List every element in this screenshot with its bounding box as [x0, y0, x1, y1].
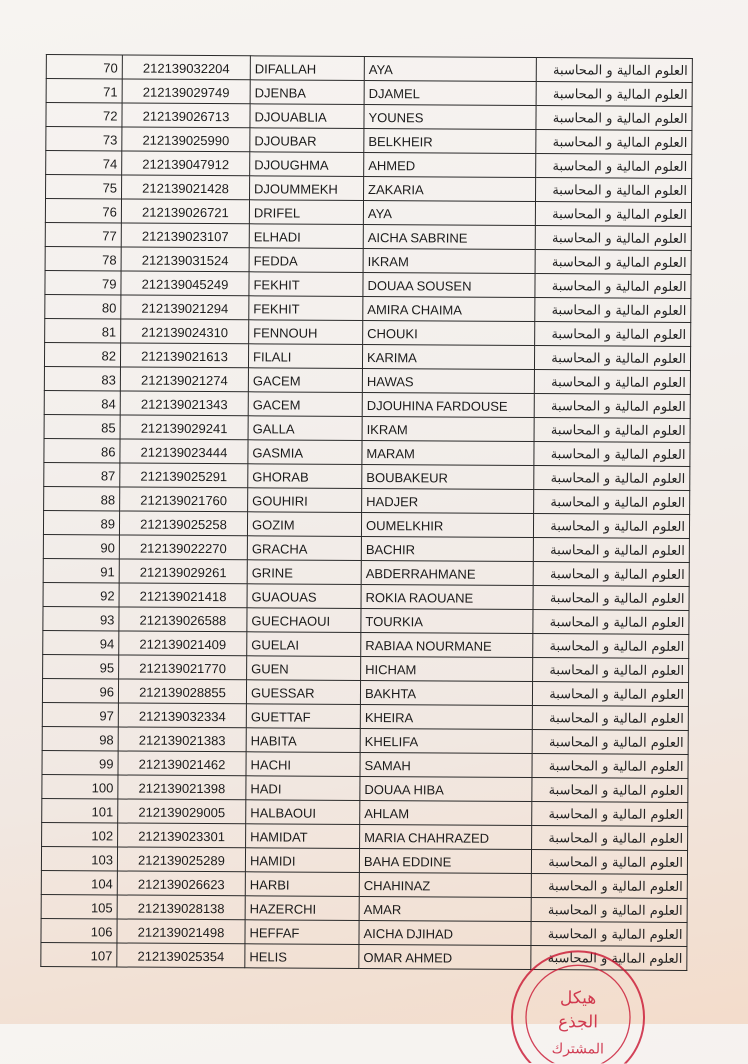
- student-id-cell: 212139021274: [120, 367, 248, 392]
- row-number-cell: 70: [46, 55, 122, 79]
- last-name-cell: GHORAB: [248, 464, 362, 489]
- table-row: [45, 295, 691, 323]
- first-name-cell: ABDERRAHMANE: [361, 560, 533, 585]
- student-id-cell: 212139045249: [121, 271, 249, 296]
- last-name-cell: DJOUMMEKH: [250, 176, 364, 201]
- specialty-cell: العلوم المالية و المحاسبة: [531, 946, 687, 971]
- last-name-cell: GUESSAR: [246, 680, 360, 705]
- specialty-cell: العلوم المالية و المحاسبة: [532, 802, 688, 827]
- row-number-cell: 107: [41, 943, 117, 967]
- row-number-cell: 81: [45, 319, 121, 343]
- table-row: [42, 775, 688, 803]
- last-name-cell: GACEM: [248, 392, 362, 417]
- first-name-cell: DOUAA SOUSEN: [363, 272, 535, 297]
- table-row: [41, 919, 687, 947]
- last-name-cell: FEKHIT: [249, 296, 363, 321]
- specialty-cell: العلوم المالية و المحاسبة: [534, 418, 690, 443]
- last-name-cell: GUECHAOUI: [247, 608, 361, 633]
- row-number-cell: 95: [43, 655, 119, 679]
- student-id-cell: 212139026713: [122, 103, 250, 128]
- first-name-cell: DJOUHINA FARDOUSE: [362, 392, 534, 417]
- table-row: [46, 151, 692, 179]
- first-name-cell: KARIMA: [362, 344, 534, 369]
- student-id-cell: 212139021398: [118, 775, 246, 800]
- table-row: [42, 679, 688, 707]
- table-row: [44, 343, 690, 371]
- student-id-cell: 212139021383: [118, 727, 246, 752]
- specialty-cell: العلوم المالية و المحاسبة: [533, 586, 689, 611]
- row-number-cell: 102: [42, 823, 118, 847]
- specialty-cell: العلوم المالية و المحاسبة: [535, 274, 691, 299]
- last-name-cell: HEFFAF: [245, 920, 359, 945]
- first-name-cell: BAHA EDDINE: [359, 848, 531, 873]
- specialty-cell: العلوم المالية و المحاسبة: [536, 106, 692, 131]
- last-name-cell: GUEN: [247, 656, 361, 681]
- table-row: [44, 367, 690, 395]
- first-name-cell: MARAM: [362, 440, 534, 465]
- table-row: [41, 895, 687, 923]
- row-number-cell: 74: [46, 151, 122, 175]
- last-name-cell: GOZIM: [247, 512, 361, 537]
- specialty-cell: العلوم المالية و المحاسبة: [532, 706, 688, 731]
- first-name-cell: ZAKARIA: [364, 176, 536, 201]
- first-name-cell: KHELIFA: [360, 728, 532, 753]
- last-name-cell: HADI: [246, 776, 360, 801]
- student-id-cell: 212139023444: [120, 439, 248, 464]
- table-row: [43, 655, 689, 683]
- last-name-cell: GOUHIRI: [248, 488, 362, 513]
- stamp-line-2: الجذع: [557, 1012, 599, 1033]
- first-name-cell: BAKHTA: [360, 680, 532, 705]
- table-row: [43, 559, 689, 587]
- row-number-cell: 73: [46, 127, 122, 151]
- row-number-cell: 93: [43, 607, 119, 631]
- specialty-cell: العلوم المالية و المحاسبة: [535, 178, 691, 203]
- first-name-cell: CHOUKI: [363, 320, 535, 345]
- first-name-cell: AYA: [363, 200, 535, 225]
- last-name-cell: DJOUBAR: [250, 128, 364, 153]
- last-name-cell: HAMIDI: [245, 848, 359, 873]
- row-number-cell: 90: [43, 535, 119, 559]
- first-name-cell: AYA: [364, 56, 536, 81]
- first-name-cell: OMAR AHMED: [359, 944, 531, 969]
- first-name-cell: TOURKIA: [361, 608, 533, 633]
- table-row: [43, 607, 689, 635]
- row-number-cell: 78: [45, 247, 121, 271]
- table-row: [45, 199, 691, 227]
- table-row: [43, 631, 689, 659]
- table-row: [42, 799, 688, 827]
- row-number-cell: 77: [45, 223, 121, 247]
- last-name-cell: GUELAI: [247, 632, 361, 657]
- student-id-cell: 212139025990: [122, 127, 250, 152]
- specialty-cell: العلوم المالية و المحاسبة: [534, 346, 690, 371]
- student-id-cell: 212139021760: [120, 487, 248, 512]
- row-number-cell: 98: [42, 727, 118, 751]
- table-row: [41, 943, 687, 971]
- row-number-cell: 97: [42, 703, 118, 727]
- specialty-cell: العلوم المالية و المحاسبة: [533, 610, 689, 635]
- first-name-cell: OUMELKHIR: [361, 512, 533, 537]
- row-number-cell: 80: [45, 295, 121, 319]
- row-number-cell: 83: [44, 367, 120, 391]
- row-number-cell: 85: [44, 415, 120, 439]
- specialty-cell: العلوم المالية و المحاسبة: [534, 370, 690, 395]
- table-row: [46, 127, 692, 155]
- first-name-cell: AMAR: [359, 896, 531, 921]
- specialty-cell: العلوم المالية و المحاسبة: [533, 634, 689, 659]
- specialty-cell: العلوم المالية و المحاسبة: [531, 898, 687, 923]
- row-number-cell: 96: [42, 679, 118, 703]
- last-name-cell: HAZERCHI: [245, 896, 359, 921]
- last-name-cell: FEDDA: [249, 248, 363, 273]
- specialty-cell: العلوم المالية و المحاسبة: [531, 922, 687, 947]
- student-id-cell: 212139025291: [120, 463, 248, 488]
- last-name-cell: DJOUGHMA: [250, 152, 364, 177]
- first-name-cell: AICHA DJIHAD: [359, 920, 531, 945]
- table-row: [45, 271, 691, 299]
- first-name-cell: YOUNES: [364, 104, 536, 129]
- first-name-cell: BOUBAKEUR: [362, 464, 534, 489]
- first-name-cell: HADJER: [362, 488, 534, 513]
- specialty-cell: العلوم المالية و المحاسبة: [533, 562, 689, 587]
- table-row: [45, 319, 691, 347]
- student-id-cell: 212139021462: [118, 751, 246, 776]
- row-number-cell: 103: [41, 847, 117, 871]
- student-id-cell: 212139029005: [118, 799, 246, 824]
- last-name-cell: GUAOUAS: [247, 584, 361, 609]
- student-id-cell: 212139025289: [117, 847, 245, 872]
- table-row: [46, 175, 692, 203]
- first-name-cell: IKRAM: [363, 248, 535, 273]
- table-row: [44, 391, 690, 419]
- specialty-cell: العلوم المالية و المحاسبة: [532, 826, 688, 851]
- table-row: [44, 487, 690, 515]
- row-number-cell: 75: [46, 175, 122, 199]
- specialty-cell: العلوم المالية و المحاسبة: [535, 322, 691, 347]
- table-row: [42, 703, 688, 731]
- specialty-cell: العلوم المالية و المحاسبة: [535, 250, 691, 275]
- first-name-cell: MARIA CHAHRAZED: [360, 824, 532, 849]
- stamp-line-3: المشترك: [551, 1041, 604, 1058]
- table-row: [45, 223, 691, 251]
- table-row: [46, 103, 692, 131]
- specialty-cell: العلوم المالية و المحاسبة: [532, 730, 688, 755]
- student-id-cell: 212139021428: [122, 175, 250, 200]
- last-name-cell: DIFALLAH: [250, 56, 364, 81]
- student-id-cell: 212139021613: [120, 343, 248, 368]
- specialty-cell: العلوم المالية و المحاسبة: [533, 658, 689, 683]
- last-name-cell: HABITA: [246, 728, 360, 753]
- specialty-cell: العلوم المالية و المحاسبة: [536, 154, 692, 179]
- student-id-cell: 212139026721: [121, 199, 249, 224]
- specialty-cell: العلوم المالية و المحاسبة: [536, 82, 692, 107]
- last-name-cell: GASMIA: [248, 440, 362, 465]
- row-number-cell: 92: [43, 583, 119, 607]
- row-number-cell: 104: [41, 871, 117, 895]
- table-row: [43, 535, 689, 563]
- first-name-cell: CHAHINAZ: [359, 872, 531, 897]
- row-number-cell: 71: [46, 79, 122, 103]
- row-number-cell: 105: [41, 895, 117, 919]
- student-id-cell: 212139021770: [119, 655, 247, 680]
- table-row: [42, 751, 688, 779]
- specialty-cell: العلوم المالية و المحاسبة: [534, 466, 690, 491]
- student-id-cell: 212139031524: [121, 247, 249, 272]
- specialty-cell: العلوم المالية و المحاسبة: [535, 226, 691, 251]
- stamp-line-1: هيكل: [559, 988, 597, 1009]
- specialty-cell: العلوم المالية و المحاسبة: [532, 778, 688, 803]
- student-id-cell: 212139032204: [122, 55, 250, 80]
- specialty-cell: العلوم المالية و المحاسبة: [532, 682, 688, 707]
- table-row: [44, 439, 690, 467]
- row-number-cell: 87: [44, 463, 120, 487]
- student-id-cell: 212139029749: [122, 79, 250, 104]
- student-id-cell: 212139032334: [118, 703, 246, 728]
- table-row: [46, 79, 692, 107]
- first-name-cell: HICHAM: [361, 656, 533, 681]
- student-id-cell: 212139025354: [117, 943, 245, 968]
- student-id-cell: 212139024310: [121, 319, 249, 344]
- table-row: [44, 415, 690, 443]
- last-name-cell: HARBI: [245, 872, 359, 897]
- last-name-cell: HELIS: [245, 944, 359, 969]
- specialty-cell: العلوم المالية و المحاسبة: [533, 514, 689, 539]
- last-name-cell: HACHI: [246, 752, 360, 777]
- student-id-cell: 212139028855: [118, 679, 246, 704]
- last-name-cell: DJENBA: [250, 80, 364, 105]
- specialty-cell: العلوم المالية و المحاسبة: [534, 490, 690, 515]
- row-number-cell: 89: [43, 511, 119, 535]
- table-row: [41, 871, 687, 899]
- row-number-cell: 82: [44, 343, 120, 367]
- specialty-cell: العلوم المالية و المحاسبة: [533, 538, 689, 563]
- student-id-cell: 212139021294: [121, 295, 249, 320]
- last-name-cell: ELHADI: [249, 224, 363, 249]
- last-name-cell: DRIFEL: [249, 200, 363, 225]
- student-id-cell: 212139029241: [120, 415, 248, 440]
- table-row: [45, 247, 691, 275]
- first-name-cell: BELKHEIR: [364, 128, 536, 153]
- specialty-cell: العلوم المالية و المحاسبة: [535, 202, 691, 227]
- table-row: [42, 727, 688, 755]
- first-name-cell: BACHIR: [361, 536, 533, 561]
- table-row: [46, 55, 692, 83]
- row-number-cell: 76: [45, 199, 121, 223]
- student-id-cell: 212139023107: [121, 223, 249, 248]
- row-number-cell: 91: [43, 559, 119, 583]
- last-name-cell: FILALI: [248, 344, 362, 369]
- student-id-cell: 212139021409: [119, 631, 247, 656]
- row-number-cell: 86: [44, 439, 120, 463]
- first-name-cell: IKRAM: [362, 416, 534, 441]
- last-name-cell: GRINE: [247, 560, 361, 585]
- row-number-cell: 72: [46, 103, 122, 127]
- last-name-cell: GUETTAF: [246, 704, 360, 729]
- row-number-cell: 79: [45, 271, 121, 295]
- student-id-cell: 212139047912: [122, 151, 250, 176]
- specialty-cell: العلوم المالية و المحاسبة: [534, 442, 690, 467]
- table-row: [42, 823, 688, 851]
- last-name-cell: GRACHA: [247, 536, 361, 561]
- specialty-cell: العلوم المالية و المحاسبة: [536, 58, 692, 83]
- student-id-cell: 212139021498: [117, 919, 245, 944]
- row-number-cell: 101: [42, 799, 118, 823]
- specialty-cell: العلوم المالية و المحاسبة: [531, 874, 687, 899]
- student-id-cell: 212139023301: [118, 823, 246, 848]
- first-name-cell: KHEIRA: [360, 704, 532, 729]
- table-row: [43, 511, 689, 539]
- first-name-cell: AMIRA CHAIMA: [363, 296, 535, 321]
- first-name-cell: ROKIA RAOUANE: [361, 584, 533, 609]
- student-id-cell: 212139028138: [117, 895, 245, 920]
- last-name-cell: FEKHIT: [249, 272, 363, 297]
- student-id-cell: 212139025258: [119, 511, 247, 536]
- student-id-cell: 212139022270: [119, 535, 247, 560]
- first-name-cell: AICHA SABRINE: [363, 224, 535, 249]
- table-row: [43, 583, 689, 611]
- first-name-cell: DJAMEL: [364, 80, 536, 105]
- row-number-cell: 84: [44, 391, 120, 415]
- specialty-cell: العلوم المالية و المحاسبة: [532, 754, 688, 779]
- specialty-cell: العلوم المالية و المحاسبة: [536, 130, 692, 155]
- first-name-cell: DOUAA HIBA: [360, 776, 532, 801]
- specialty-cell: العلوم المالية و المحاسبة: [535, 298, 691, 323]
- row-number-cell: 100: [42, 775, 118, 799]
- student-id-cell: 212139026588: [119, 607, 247, 632]
- specialty-cell: العلوم المالية و المحاسبة: [534, 394, 690, 419]
- table-row: [41, 847, 687, 875]
- student-id-cell: 212139026623: [117, 871, 245, 896]
- last-name-cell: GACEM: [248, 368, 362, 393]
- last-name-cell: GALLA: [248, 416, 362, 441]
- student-roster-table: [40, 54, 693, 971]
- last-name-cell: DJOUABLIA: [250, 104, 364, 129]
- row-number-cell: 88: [44, 487, 120, 511]
- row-number-cell: 99: [42, 751, 118, 775]
- student-id-cell: 212139021343: [120, 391, 248, 416]
- student-id-cell: 212139029261: [119, 559, 247, 584]
- first-name-cell: AHLAM: [360, 800, 532, 825]
- roster-body: [41, 55, 693, 971]
- last-name-cell: HAMIDAT: [246, 824, 360, 849]
- table-row: [44, 463, 690, 491]
- first-name-cell: HAWAS: [362, 368, 534, 393]
- row-number-cell: 106: [41, 919, 117, 943]
- specialty-cell: العلوم المالية و المحاسبة: [531, 850, 687, 875]
- student-id-cell: 212139021418: [119, 583, 247, 608]
- last-name-cell: FENNOUH: [249, 320, 363, 345]
- row-number-cell: 94: [43, 631, 119, 655]
- last-name-cell: HALBAOUI: [246, 800, 360, 825]
- first-name-cell: RABIAA NOURMANE: [361, 632, 533, 657]
- document-page: [32, 36, 738, 1058]
- first-name-cell: AHMED: [364, 152, 536, 177]
- first-name-cell: SAMAH: [360, 752, 532, 777]
